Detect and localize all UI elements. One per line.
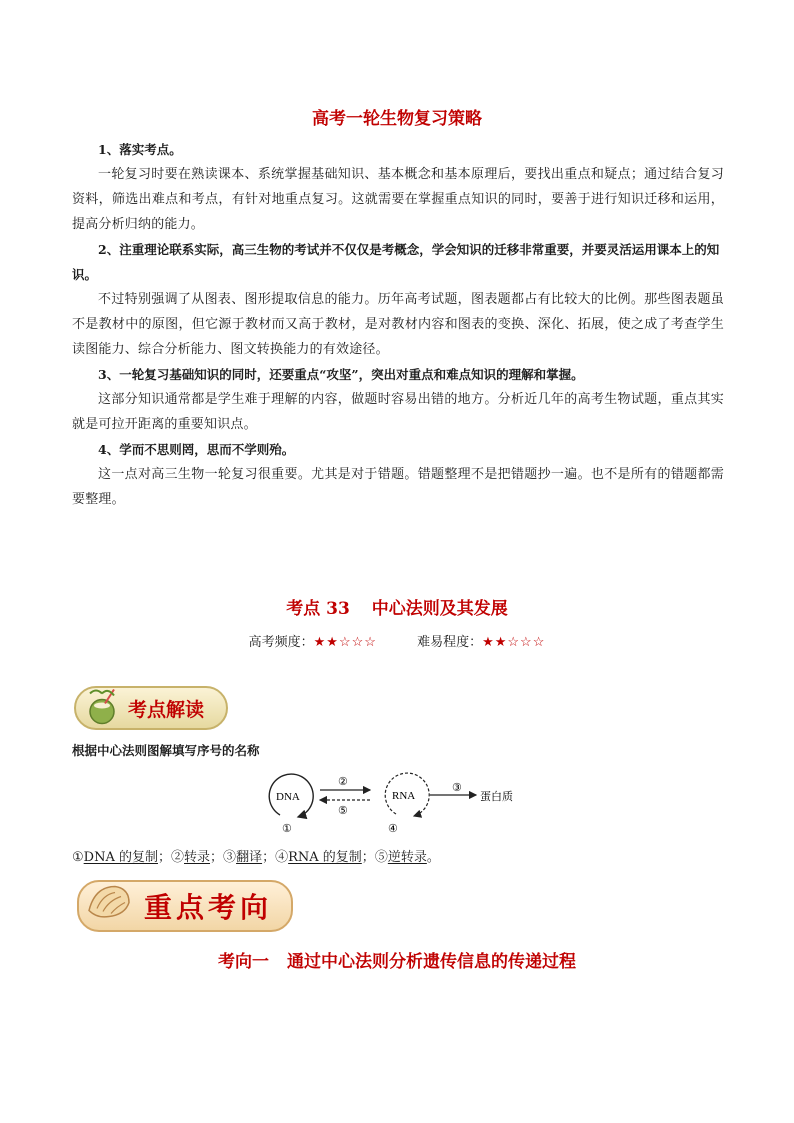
- direction-badge: [77, 880, 293, 932]
- answer-separator: ；: [361, 850, 375, 865]
- answer-item: [223, 850, 275, 865]
- num-1-label: ①: [282, 823, 292, 835]
- frequency-rating: [249, 631, 377, 650]
- direction-title: [0, 947, 794, 972]
- diagram-instruction: 根据中心法则图解填写序号的名称: [72, 743, 260, 758]
- difficulty-stars: ★★☆☆☆: [482, 635, 546, 650]
- num-5-label: ⑤: [338, 805, 348, 817]
- protein-label: 蛋白质: [480, 791, 513, 803]
- rna-label: RNA: [392, 790, 416, 802]
- strategy-1-body: 一轮复习时要在熟读课本、系统掌握基础知识、基本概念和基本原理后，要找出重点和疑点；通过结合复习资料，筛选出难点和考点，有针对地重点复习。这就需要在掌握重点知识的同时，要善于进行知识迁移和运用，提高分析归纳的能力。: [72, 167, 724, 232]
- num-3-label: ③: [452, 782, 462, 794]
- direction-label: 考向一: [218, 952, 270, 972]
- num-2-label: ②: [338, 776, 348, 788]
- num-4-label: ④: [388, 823, 398, 835]
- strategy-4-body: 这一点对高三生物一轮复习很重要。尤其是对于错题。错题整理不是把错题抄一遍。也不是所有的错题都需要整理。: [72, 467, 724, 507]
- frequency-stars: ★★☆☆☆: [313, 635, 377, 650]
- answer-number: ①: [72, 850, 84, 865]
- interpretation-badge-label: 考点解读: [127, 698, 204, 721]
- seashell-icon: [85, 881, 133, 932]
- central-dogma-diagram: [258, 768, 548, 838]
- answer-separator: ；: [157, 850, 171, 865]
- answer-text: 转录: [184, 850, 211, 865]
- answer-text: DNA 的复制: [83, 850, 158, 865]
- interpretation-badge: [74, 686, 228, 730]
- difficulty-rating: [417, 631, 545, 650]
- answer-text: RNA 的复制: [288, 850, 362, 865]
- direction-badge-label: 重点考向: [143, 891, 272, 924]
- rating-row: [0, 631, 794, 650]
- strategy-1-heading: 1、落实考点。: [98, 142, 182, 157]
- answer-item: [275, 850, 375, 865]
- answer-text: 翻译: [236, 850, 263, 865]
- answer-text: 逆转录: [387, 850, 427, 865]
- answer-item: [171, 850, 223, 865]
- strategy-4-heading: 4、学而不思则罔，思而不学则殆。: [98, 442, 295, 457]
- answer-item: [375, 850, 440, 865]
- kaodian-name: 中心法则及其发展: [371, 599, 508, 619]
- strategy-2-body: 不过特别强调了从图表、图形提取信息的能力。历年高考试题，图表题都占有比较大的比例。那些图表题虽不是教材中的原图，但它源于教材而又高于教材，是对教材内容和图表的变换、深化、拓展，使之成了考查学生读图能力、综合分析能力、图文转换能力的有效途径。: [72, 292, 724, 357]
- coconut-icon: [82, 686, 124, 731]
- strategy-2-heading: 2、注重理论联系实际，高三生物的考试并不仅仅是考概念，学会知识的迁移非常重要，并要灵活运用课本上的知识。: [72, 242, 720, 282]
- main-title: 高考一轮生物复习策略: [312, 109, 482, 129]
- direction-name: 通过中心法则分析遗传信息的传递过程: [286, 952, 576, 972]
- strategy-3-heading: 3、一轮复习基础知识的同时，还要重点“攻坚”，突出对重点和难点知识的理解和掌握。: [98, 367, 584, 382]
- answer-number: ③: [223, 850, 237, 865]
- answer-item: [72, 850, 171, 865]
- difficulty-label: 难易程度：: [417, 635, 483, 650]
- frequency-label: 高考频度：: [248, 635, 314, 650]
- kaodian-number: 考点 33: [286, 599, 350, 619]
- answer-number: ②: [171, 850, 185, 865]
- answer-number: ⑤: [374, 850, 388, 865]
- answers-line: [72, 846, 440, 865]
- answer-separator: 。: [426, 850, 440, 865]
- answer-separator: ；: [210, 850, 224, 865]
- dna-label: DNA: [276, 791, 300, 803]
- kaodian-title: [0, 594, 794, 619]
- strategy-section: [72, 137, 724, 512]
- answer-number: ④: [275, 850, 289, 865]
- strategy-3-body: 这部分知识通常都是学生难于理解的内容，做题时容易出错的地方。分析近几年的高考生物试题，重点其实就是可拉开距离的重要知识点。: [72, 392, 724, 432]
- answer-separator: ；: [262, 850, 276, 865]
